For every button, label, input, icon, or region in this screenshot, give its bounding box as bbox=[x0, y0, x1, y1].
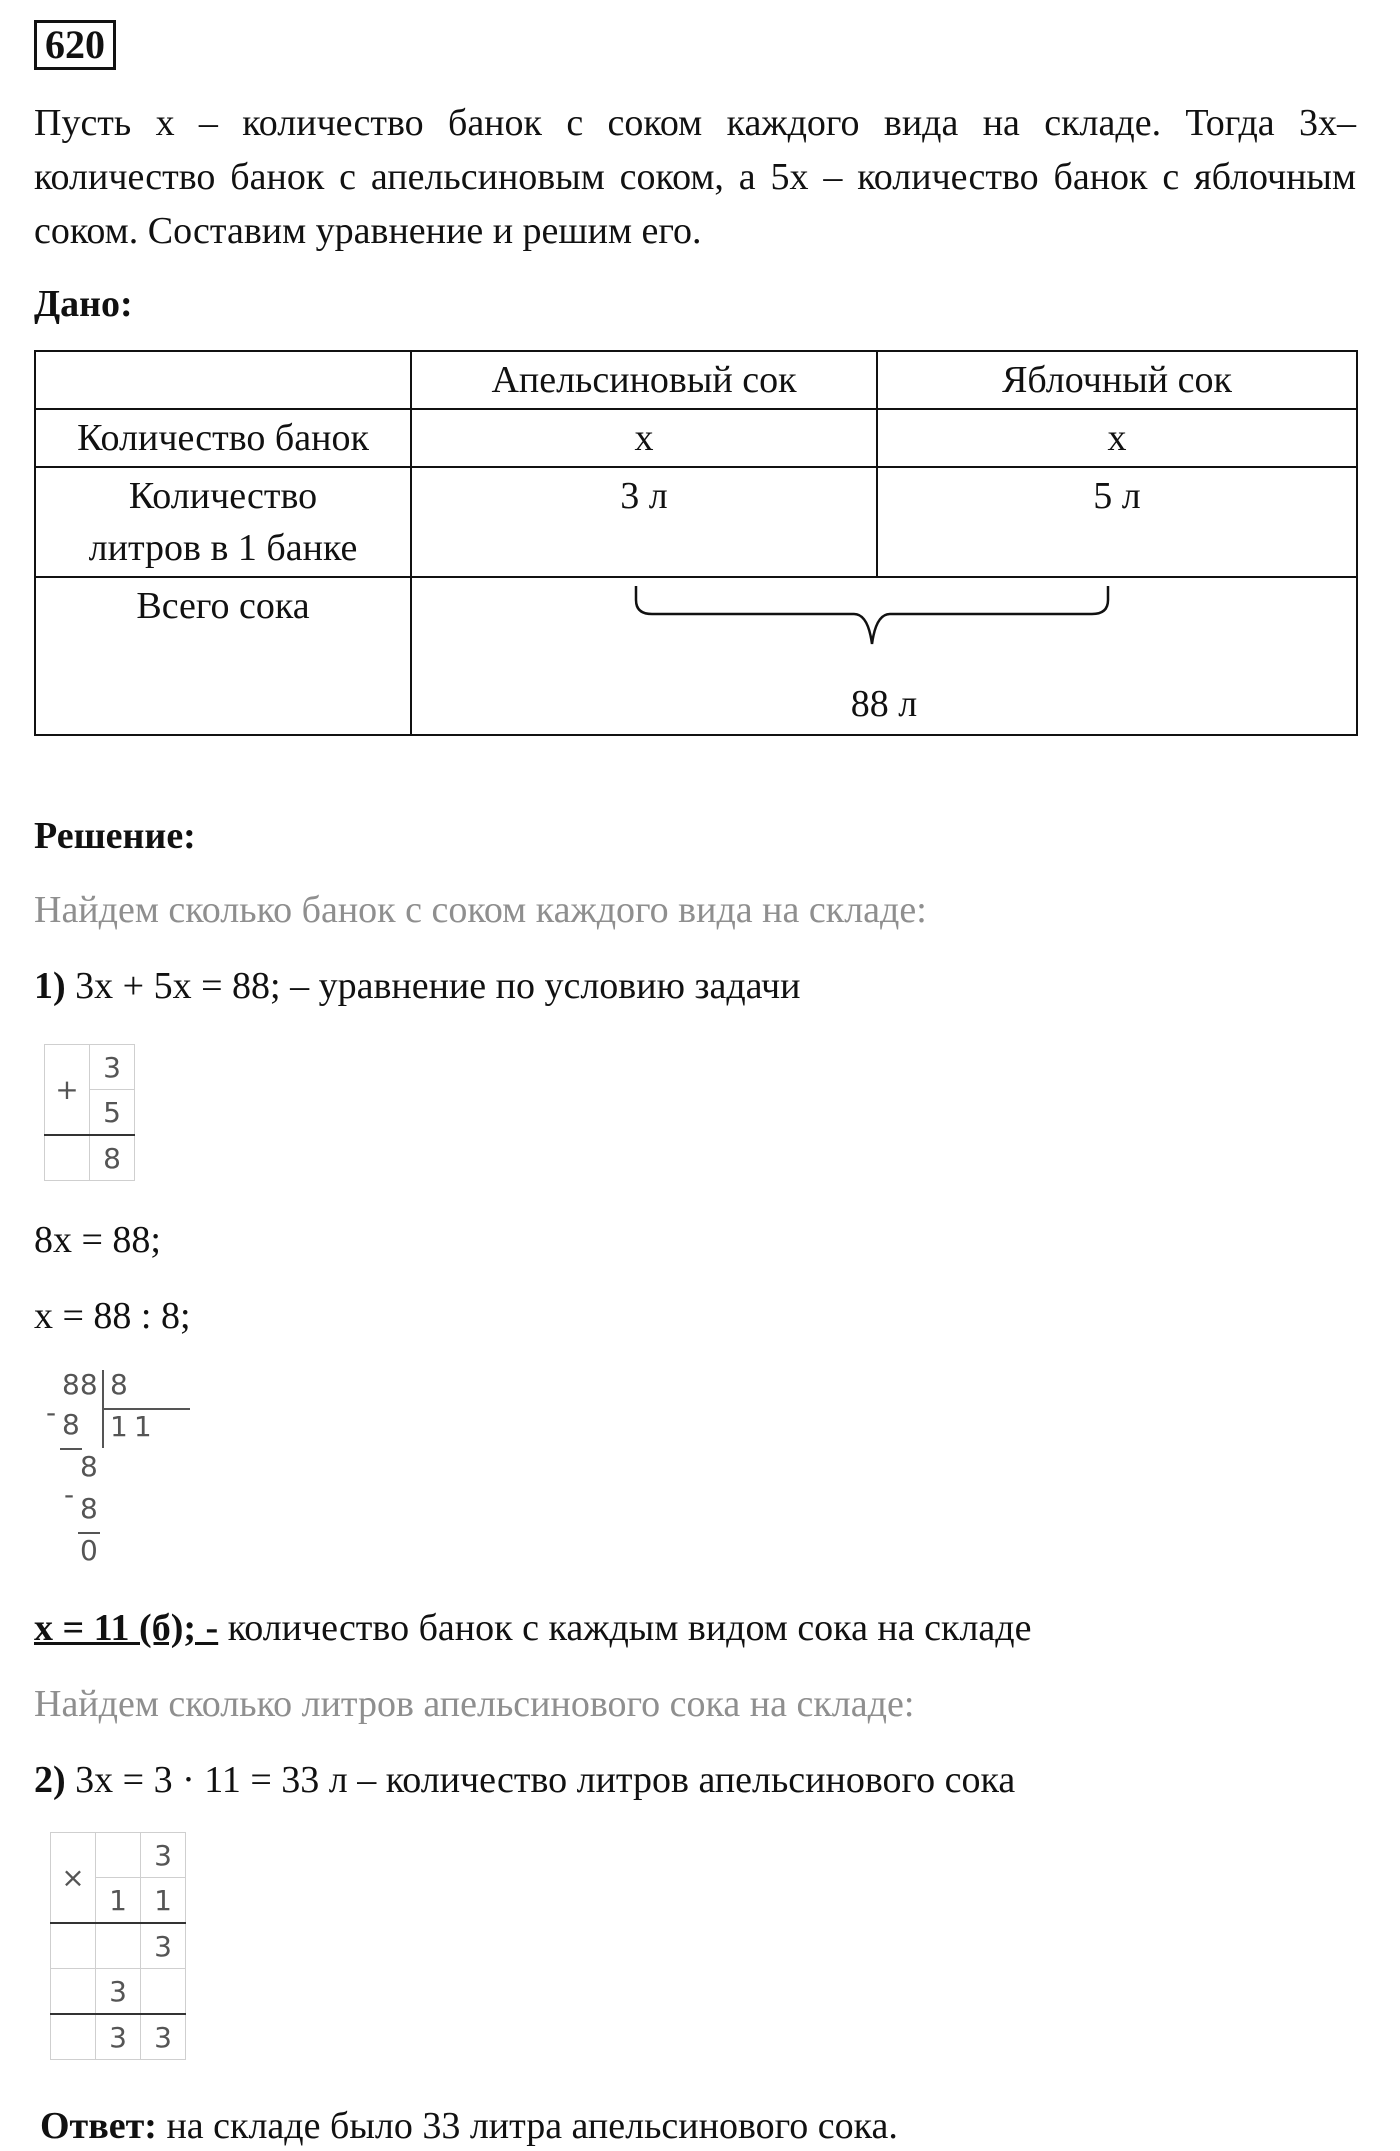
empty-cell bbox=[45, 1135, 90, 1181]
result-dash: - bbox=[196, 1607, 219, 1649]
empty-cell bbox=[96, 1923, 141, 1969]
problem-number: 620 bbox=[34, 20, 116, 70]
subtrahend: 8 bbox=[80, 1492, 98, 1525]
step-text: 3х + 5х = 88; – уравнение по условию задачи bbox=[65, 965, 801, 1007]
digit: 5 bbox=[90, 1090, 135, 1136]
empty-cell bbox=[51, 1923, 96, 1969]
equation-line: 8х = 88; bbox=[34, 1219, 161, 1261]
empty-cell bbox=[51, 1969, 96, 2015]
answer-label: Ответ: bbox=[40, 2105, 157, 2147]
header-orange-juice: Апельсиновый сок bbox=[411, 351, 877, 409]
row-label bbox=[35, 467, 411, 577]
remainder: 8 bbox=[80, 1450, 98, 1483]
step-1 bbox=[34, 964, 800, 1008]
plus-sign: + bbox=[45, 1045, 90, 1136]
dividend: 88 bbox=[62, 1368, 98, 1401]
digit: 1 bbox=[141, 1878, 186, 1924]
answer-text: на складе было 33 литра апельсинового сока. bbox=[156, 2105, 898, 2147]
given-heading: Дано: bbox=[34, 283, 133, 325]
cell-value: 5 л bbox=[877, 467, 1357, 577]
hint-text: Найдем сколько банок с соком каждого вида на складе: bbox=[34, 889, 927, 931]
remainder: 0 bbox=[80, 1534, 98, 1567]
header-apple-juice: Яблочный сок bbox=[877, 351, 1357, 409]
digit: 1 bbox=[96, 1878, 141, 1924]
total-value: 88 л bbox=[850, 683, 918, 725]
empty-cell bbox=[141, 1969, 186, 2015]
digit: 3 bbox=[96, 1969, 141, 2015]
multiplication-grid bbox=[50, 1832, 186, 2060]
digit: 3 bbox=[90, 1045, 135, 1090]
long-division bbox=[40, 1368, 180, 1578]
result-value: х = 11 (б); bbox=[34, 1607, 197, 1649]
quotient: 11 bbox=[110, 1410, 158, 1443]
step-text: 3х = 3 · 11 = 33 л – количество литров апельсинового сока bbox=[65, 1759, 1016, 1801]
times-sign: × bbox=[51, 1833, 96, 1924]
divisor: 8 bbox=[110, 1368, 128, 1401]
table-row bbox=[35, 409, 1357, 467]
step-number: 1) bbox=[34, 965, 66, 1007]
table-row bbox=[35, 577, 1357, 735]
intro-text: Пусть х – количество банок с соком каждого вида на складе. Тогда 3х– количество банок с апельсиновым соком, а 5х – количество банок с яблочным соком. Составим уравнение и решим его. bbox=[34, 102, 1356, 252]
row-label: Всего сока bbox=[35, 577, 411, 735]
solution-heading: Решение: bbox=[34, 815, 196, 857]
minus-sign: - bbox=[46, 1396, 57, 1429]
minus-sign: - bbox=[64, 1478, 75, 1511]
result-line bbox=[34, 1606, 1032, 1650]
given-table bbox=[34, 350, 1358, 736]
subtrahend: 8 bbox=[62, 1408, 80, 1441]
row-label: Количество банок bbox=[35, 409, 411, 467]
cell-value: х bbox=[411, 409, 877, 467]
empty-cell bbox=[51, 2014, 96, 2060]
digit: 8 bbox=[90, 1135, 135, 1181]
answer-line bbox=[40, 2104, 898, 2148]
result-text: количество банок с каждым видом сока на складе bbox=[218, 1607, 1032, 1649]
step-2 bbox=[34, 1758, 1015, 1802]
digit: 3 bbox=[141, 2014, 186, 2060]
brace-icon bbox=[632, 580, 1112, 660]
hint-text: Найдем сколько литров апельсинового сока на складе: bbox=[34, 1683, 915, 1725]
digit: 3 bbox=[141, 1923, 186, 1969]
table-row bbox=[35, 467, 1357, 577]
cell-value: 3 л bbox=[411, 467, 877, 577]
table-header-row bbox=[35, 351, 1357, 409]
step-number: 2) bbox=[34, 1759, 66, 1801]
equation-line: х = 88 : 8; bbox=[34, 1295, 191, 1337]
header-empty bbox=[35, 351, 411, 409]
empty-cell bbox=[96, 1833, 141, 1878]
total-cell bbox=[411, 577, 1357, 735]
digit: 3 bbox=[141, 1833, 186, 1878]
addition-grid bbox=[44, 1044, 135, 1181]
row-label-line: литров в 1 банке bbox=[88, 527, 358, 569]
cell-value: х bbox=[877, 409, 1357, 467]
row-label-line: Количество bbox=[128, 475, 318, 517]
digit: 3 bbox=[96, 2014, 141, 2060]
